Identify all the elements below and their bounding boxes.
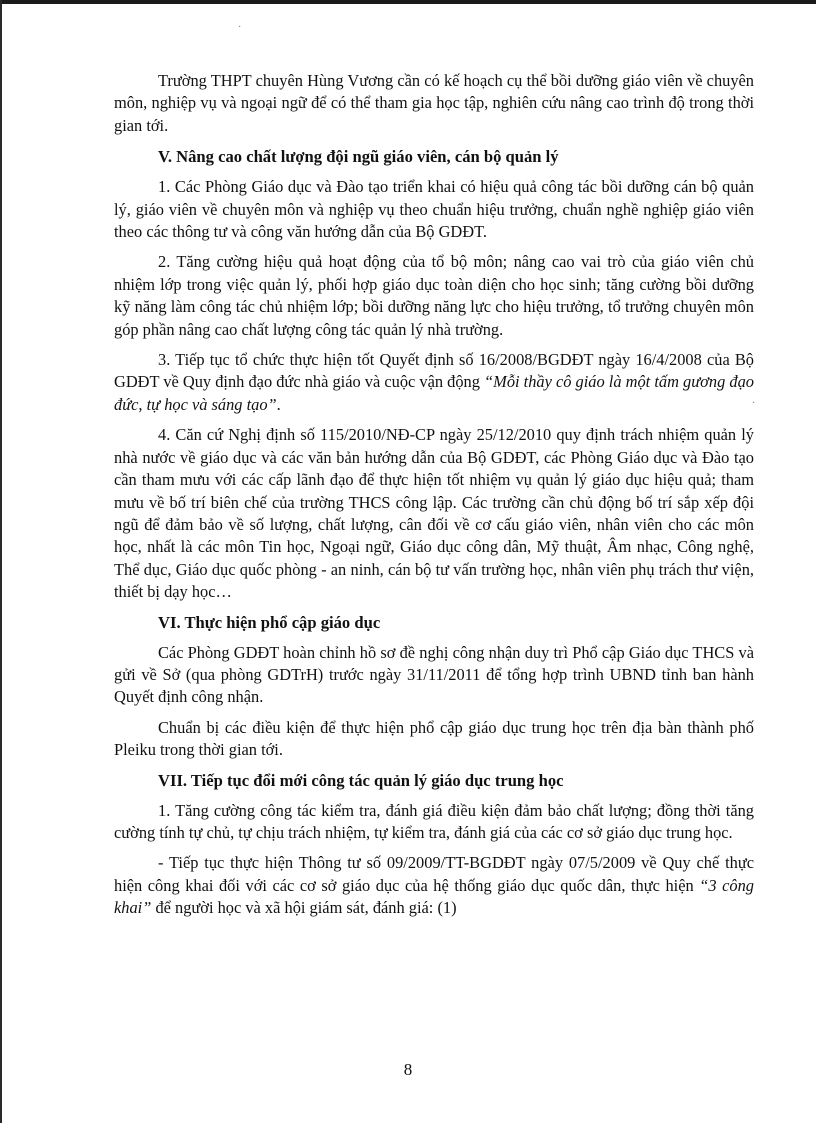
section-v-item-1: 1. Các Phòng Giáo dục và Đào tạo triển khai có hiệu quả công tác bồi dưỡng cán bộ quản lý, giáo viên về chuyên môn và nghiệp vụ theo chuẩn hiệu trưởng, chuẩn nghề nghiệp giáo viên theo các thông tư và công văn hướng dẫn của Bộ GDĐT. bbox=[114, 177, 754, 242]
scan-speck: · bbox=[238, 22, 242, 33]
scan-speck: · bbox=[752, 398, 756, 409]
section-v-heading: V. Nâng cao chất lượng đội ngũ giáo viên, cán bộ quản lý bbox=[158, 147, 559, 167]
item-3-text: 3. Tiếp tục tổ chức thực hiện tốt Quyết định số 16/2008/BGDĐT ngày 16/4/2008 của Bộ GDĐT về Quy định đạo đức nhà giáo và cuộc vận động bbox=[114, 350, 754, 392]
section-v-item-3 bbox=[114, 349, 754, 416]
document-body bbox=[114, 70, 754, 928]
section-vii-heading: VII. Tiếp tục đổi mới công tác quản lý giáo dục trung học bbox=[158, 770, 564, 790]
scan-top-border bbox=[0, 0, 816, 4]
section-vi-heading: VI. Thực hiện phổ cập giáo dục bbox=[158, 612, 381, 632]
scan-left-border bbox=[0, 0, 2, 1123]
section-vi-paragraph-1: Các Phòng GDĐT hoàn chỉnh hồ sơ đề nghị công nhận duy trì Phổ cập Giáo dục THCS và gửi về Sở (qua phòng GDTrH) trước ngày 31/11/2011 để tổng hợp trình UBND tỉnh ban hành Quyết định công nhận. bbox=[114, 642, 754, 707]
section-vii-bullet bbox=[114, 852, 754, 919]
item-3-end: . bbox=[276, 394, 281, 414]
bullet-text-end: để người học và xã hội giám sát, đánh giá: (1) bbox=[151, 898, 457, 918]
item-3-campaign-quote: “Mỗi thầy cô giáo là một tấm gương đạo đức, tự học và sáng tạo” bbox=[114, 372, 754, 414]
section-v-item-2: 2. Tăng cường hiệu quả hoạt động của tổ bộ môn; nâng cao vai trò của giáo viên chủ nhiệm lớp trong việc quản lý, phối hợp giáo dục toàn diện cho học sinh; tăng cường bồi dưỡng kỹ năng làm công tác chủ nhiệm lớp; bồi dưỡng năng lực cho hiệu trưởng, tổ trưởng chuyên môn góp phần nâng cao chất lượng công tác quản lý nhà trường. bbox=[114, 252, 754, 339]
section-vii-item-1: 1. Tăng cường công tác kiểm tra, đánh giá điều kiện đảm bảo chất lượng; đồng thời tăng cường tính tự chủ, tự chịu trách nhiệm, tự kiểm tra, đánh giá của các cơ sở giáo dục trung học. bbox=[114, 800, 754, 842]
section-v-item-4: 4. Căn cứ Nghị định số 115/2010/NĐ-CP ngày 25/12/2010 quy định trách nhiệm quản lý nhà nước về giáo dục và các văn bản hướng dẫn của Bộ GDĐT, các Phòng Giáo dục và Đào tạo cần tham mưu với các cấp lãnh đạo để thực hiện tốt nhiệm vụ quản lý giáo dục hiệu quả; tham mưu về bố trí biên chế của trường THCS công lập. Các trường cần chủ động bố trí sắp xếp đội ngũ để đảm bảo về số lượng, chất lượng, cân đối về cơ cấu giáo viên, nhân viên cho các môn học, nhất là các môn Tin học, Ngoại ngữ, Giáo dục công dân, Mỹ thuật, Âm nhạc, Công nghệ, Thể dục, Giáo dục quốc phòng - an ninh, cán bộ tư vấn trường học, nhân viên phụ trách thư viện, thiết bị dạy học… bbox=[114, 425, 754, 602]
intro-paragraph: Trường THPT chuyên Hùng Vương cần có kế hoạch cụ thể bồi dưỡng giáo viên về chuyên môn, nghiệp vụ và ngoại ngữ để có thể tham gia học tập, nghiên cứu nâng cao trình độ trong thời gian tới. bbox=[114, 71, 754, 135]
page-number: 8 bbox=[403, 1060, 413, 1079]
bullet-text: - Tiếp tục thực hiện Thông tư số 09/2009/TT-BGDĐT ngày 07/5/2009 về Quy chế thực hiện công khai đối với các cơ sở giáo dục của hệ thống giáo dục quốc dân, thực hiện bbox=[114, 853, 754, 895]
bullet-quote: “3 công khai” bbox=[114, 875, 754, 918]
section-vi-paragraph-2: Chuẩn bị các điều kiện để thực hiện phổ cập giáo dục trung học trên địa bàn thành phố Pleiku trong thời gian tới. bbox=[114, 717, 754, 760]
